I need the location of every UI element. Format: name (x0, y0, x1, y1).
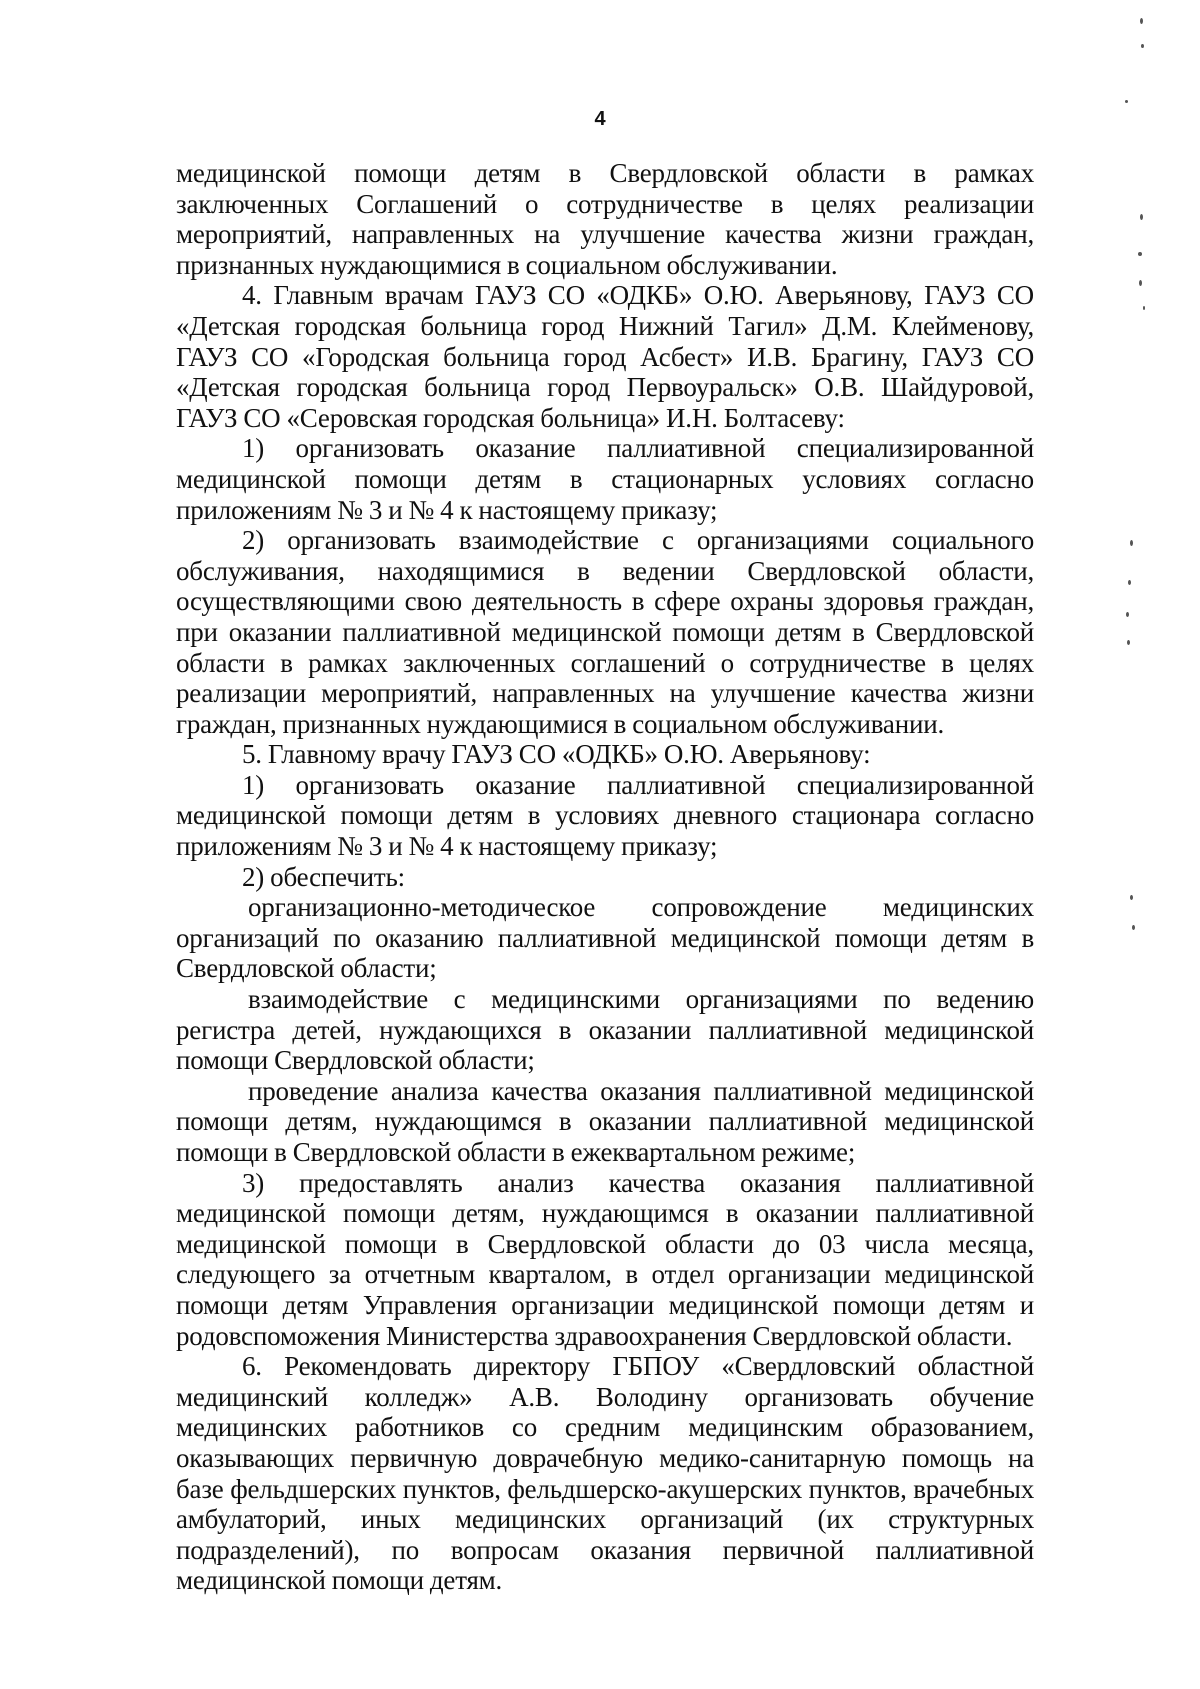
scan-speck (1125, 100, 1128, 103)
paragraph-item-5-3: 3) предоставлять анализ качества оказания паллиативной медицинской помощи детям, нуждающимся в оказании паллиативной медицинской помощи в Свердловской области до 03 числа месяца, следующего за отчетным кварталом, в отдел организации медицинской помощи детям Управления организации медицинской помощи детям и родовспоможения Министерства здравоохранения Свердловской области. (176, 1167, 1034, 1351)
scan-speck (1138, 252, 1142, 256)
scan-speck (1141, 44, 1144, 48)
paragraph-item-4: 4. Главным врачам ГАУЗ СО «ОДКБ» О.Ю. Аверьянову, ГАУЗ СО «Детская городская больница город Нижний Тагил» Д.М. Клейменову, ГАУЗ СО «Городская больница город Асбест» И.В. Брагину, ГАУЗ СО «Детская городская больница город Первоуральск» О.В. Шайдуровой, ГАУЗ СО «Серовская городская больница» И.Н. Болтасеву: (176, 280, 1034, 433)
scan-speck (1128, 580, 1131, 585)
scan-speck (1140, 18, 1143, 24)
page-number: 4 (594, 108, 606, 130)
paragraph-continuation: медицинской помощи детям в Свердловской области в рамках заключенных Соглашений о сотрудничестве в целях реализации мероприятий, направленных на улучшение качества жизни граждан, признанных нуждающимися в социальном обслуживании. (176, 158, 1034, 280)
paragraph-item-5: 5. Главному врачу ГАУЗ СО «ОДКБ» О.Ю. Аверьянову: (242, 739, 871, 770)
paragraph-item-5-1: 1) организовать оказание паллиативной специализированной медицинской помощи детям в условиях дневного стационара согласно приложениям № 3 и № 4 к настоящему приказу; (176, 769, 1034, 862)
scan-speck (1143, 306, 1145, 310)
scan-speck (1139, 280, 1142, 286)
paragraph-item-5-2-a: организационно-методическое сопровождение медицинских организаций по оказанию паллиативной медицинской помощи детям в Свердловской области; (176, 892, 1034, 984)
paragraph-item-4-2: 2) организовать взаимодействие с организациями социального обслуживания, находящимися в ведении Свердловской области, осуществляющими свою деятельность в сфере охраны здоровья граждан, при оказании паллиативной медицинской помощи детям в Свердловской области в рамках заключенных соглашений о сотрудничестве в целях реализации мероприятий, направленных на улучшение качества жизни граждан, признанных нуждающимися в социальном обслуживании. (176, 525, 1034, 739)
scan-speck (1130, 540, 1133, 546)
paragraph-item-5-2-c: проведение анализа качества оказания паллиативной медицинской помощи детям, нуждающимся в оказании паллиативной медицинской помощи в Свердловской области в ежеквартальном режиме; (176, 1075, 1034, 1167)
scan-speck (1130, 895, 1133, 900)
paragraph-item-6: 6. Рекомендовать директору ГБПОУ «Свердловский областной медицинский колледж» А.В. Володину организовать обучение медицинских работников со средним медицинским образованием, оказывающих первичную доврачебную медико-санитарную помощь на базе фельдшерских пунктов, фельдшерско-акушерских пунктов, врачебных амбулаторий, иных медицинских организаций (их структурных подразделений), по вопросам оказания первичной паллиативной медицинской помощи детям. (176, 1351, 1034, 1596)
paragraph-item-5-2-b: взаимодействие с медицинскими организациями по ведению регистра детей, нуждающихся в оказании паллиативной медицинской помощи Свердловской области; (176, 984, 1034, 1076)
document-body (176, 158, 1034, 1596)
paragraph-item-4-1: 1) организовать оказание паллиативной специализированной медицинской помощи детям в стационарных условиях согласно приложениям № 3 и № 4 к настоящему приказу; (176, 433, 1034, 525)
scan-speck (1132, 925, 1135, 930)
scan-speck (1140, 214, 1143, 220)
paragraph-item-5-2: 2) обеспечить: (242, 861, 405, 892)
scan-speck (1126, 612, 1129, 617)
scan-speck (1127, 640, 1130, 645)
